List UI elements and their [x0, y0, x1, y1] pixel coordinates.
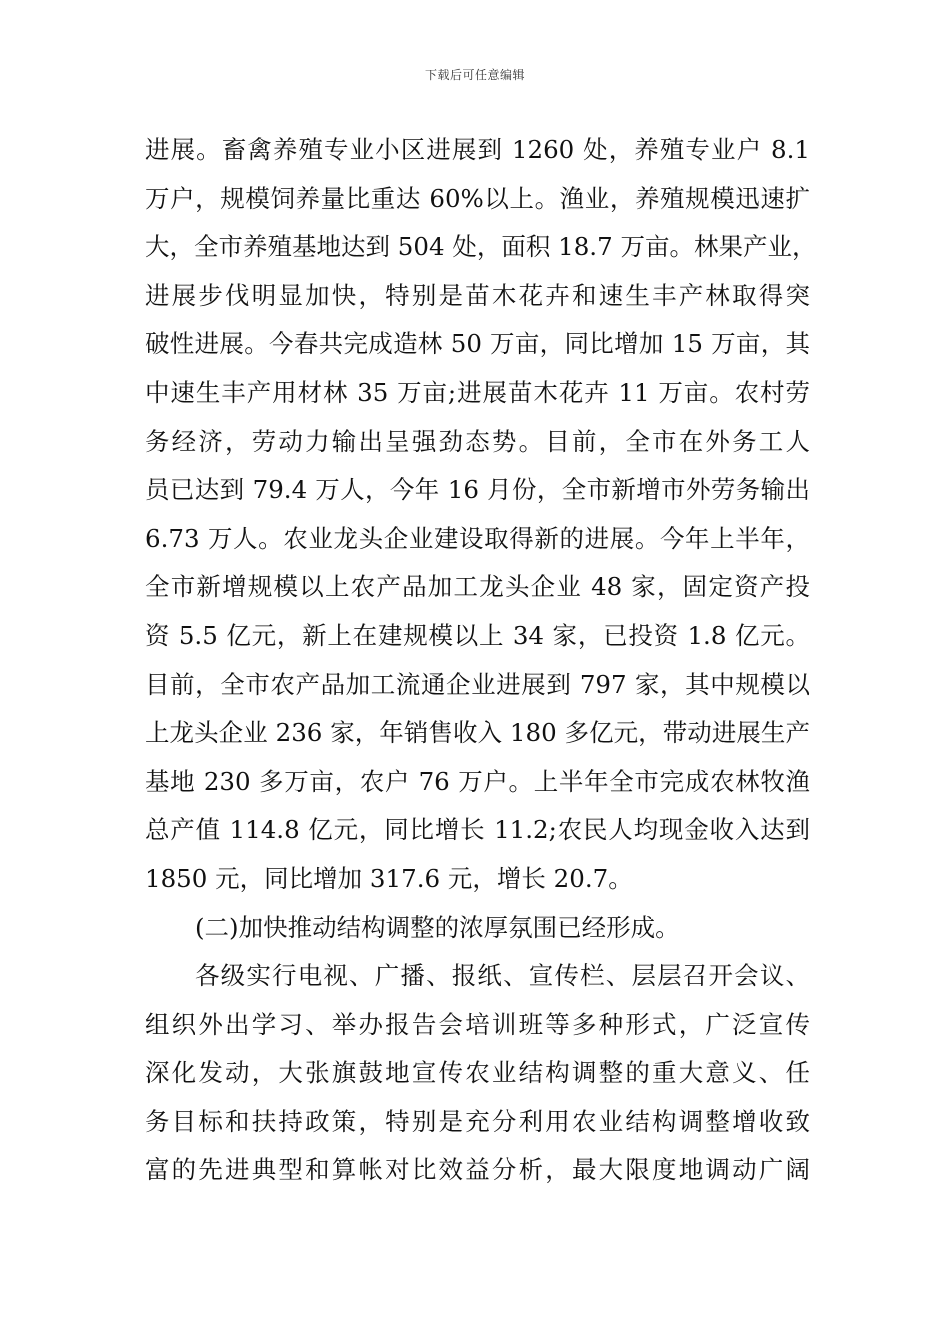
paragraph-line: 6.73 万人。农业龙头企业建设取得新的进展。今年上半年， — [145, 523, 810, 553]
paragraph-line: 务目标和扶持政策，特别是充分利用农业结构调整增收致 — [145, 1106, 810, 1136]
paragraph-line: 目前，全市农产品加工流通企业进展到 797 家，其中规模以 — [145, 669, 810, 699]
paragraph-line: 各级实行电视、广播、报纸、宣传栏、层层召开会议、 — [195, 961, 810, 991]
section-heading: (二)加快推动结构调整的浓厚氛围已经形成。 — [195, 912, 680, 942]
paragraph-line: 进展。畜禽养殖专业小区进展到 1260 处，养殖专业户 8.1 — [145, 135, 810, 164]
paragraph-line: 全市新增规模以上农产品加工龙头企业 48 家，固定资产投 — [145, 572, 810, 602]
paragraph-line: 员已达到 79.4 万人，今年 16 月份，全市新增市外劳务输出 — [145, 475, 810, 505]
paragraph-line: 大，全市养殖基地达到 504 处，面积 18.7 万亩。林果产业， — [145, 232, 817, 262]
paragraph-line: 1850 元，同比增加 317.6 元，增长 20.7。 — [145, 863, 633, 893]
paragraph-line: 总产值 114.8 亿元，同比增长 11.2;农民人均现金收入达到 — [145, 815, 810, 845]
paragraph-line: 上龙头企业 236 家，年销售收入 180 多亿元，带动进展生产 — [145, 718, 810, 748]
page-header: 下载后可任意编辑 — [424, 68, 525, 82]
paragraph-line: 万户，规模饲养量比重达 60%以上。渔业，养殖规模迅速扩 — [145, 183, 810, 213]
paragraph-line: 组织外出学习、举办报告会培训班等多种形式，广泛宣传 — [145, 1009, 810, 1039]
document-body — [145, 126, 817, 1195]
paragraph-line: 进展步伐明显加快，特别是苗木花卉和速生丰产林取得突 — [145, 280, 810, 310]
paragraph-line: 资 5.5 亿元，新上在建规模以上 34 家，已投资 1.8 亿元。 — [145, 620, 810, 650]
paragraph-line: 富的先进典型和算帐对比效益分析，最大限度地调动广阔 — [145, 1155, 810, 1185]
paragraph-line: 基地 230 多万亩，农户 76 万户。上半年全市完成农林牧渔 — [145, 766, 810, 796]
paragraph-line: 务经济，劳动力输出呈强劲态势。目前，全市在外务工人 — [145, 426, 810, 456]
paragraph-line: 深化发动，大张旗鼓地宣传农业结构调整的重大意义、任 — [145, 1058, 810, 1088]
paragraph-line: 中速生丰产用材林 35 万亩;进展苗木花卉 11 万亩。农村劳 — [145, 377, 810, 407]
paragraph-line: 破性进展。今春共完成造林 50 万亩，同比增加 15 万亩，其 — [145, 329, 810, 359]
